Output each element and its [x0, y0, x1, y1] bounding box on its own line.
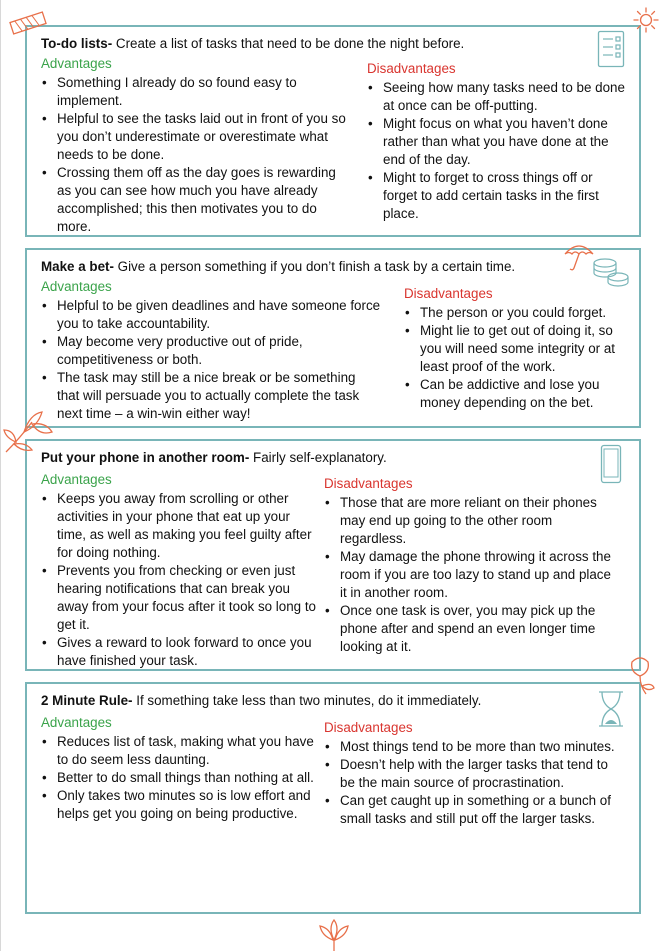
disadvantage-item: • Can get caught up in something or a bunch of small tasks and still put off the larger tasks. — [324, 792, 616, 828]
disadvantages-column — [404, 285, 629, 412]
disadvantage-item: • Doesn’t help with the larger tasks that tend to be the main source of procrastination. — [324, 756, 616, 792]
section-title — [41, 35, 464, 52]
section-title-bold: 2 Minute Rule- — [41, 693, 133, 708]
disadvantage-item: • Those that are more reliant on their phones may end up going to the other room regardless. — [324, 494, 616, 548]
section-two-minute-rule — [25, 682, 641, 914]
advantage-item: • Reduces list of task, making what you have to do seem less daunting. — [41, 733, 316, 769]
advantage-item: • The task may still be a nice break or be something that will persuade you to actually complete the task next time – a win-win either way! — [41, 369, 381, 423]
advantage-item: • Helpful to be given deadlines and have someone force you to take accountability. — [41, 297, 381, 333]
disadvantages-column — [367, 60, 627, 223]
advantage-item: • Crossing them off as the day goes is rewarding as you can see how much you have already accomplished; this then motivates you to do more. — [41, 164, 346, 236]
disadvantages-list — [324, 738, 616, 828]
section-subtitle: Fairly self-explanatory. — [249, 450, 387, 465]
lotus-icon — [318, 918, 350, 951]
tulip-icon — [624, 656, 656, 696]
disadvantage-item: • Might to forget to cross things off or forget to add certain tasks in the first place. — [367, 169, 627, 223]
disadvantage-item: • Seeing how many tasks need to be done at once can be off-putting. — [367, 79, 627, 115]
section-subtitle: If something take less than two minutes, do it immediately. — [132, 693, 482, 708]
advantage-item: • May become very productive out of pride, competitiveness or both. — [41, 333, 381, 369]
disadvantage-item: • Most things tend to be more than two minutes. — [324, 738, 616, 756]
disadvantages-heading: Disadvantages — [324, 720, 413, 735]
advantages-heading: Advantages — [41, 279, 112, 294]
advantage-item: • Prevents you from checking or even just hearing notifications that can break you away from your focus after it took so long to get it. — [41, 562, 316, 634]
disadvantage-item: • Might lie to get out of doing it, so you will need some integrity or at least proof of the work. — [404, 322, 629, 376]
advantages-heading: Advantages — [41, 715, 112, 730]
coins-icon — [591, 256, 631, 290]
disadvantage-item: • Once one task is over, you may pick up the phone after and spend an even longer time looking at it. — [324, 602, 616, 656]
checklist-icon — [597, 30, 625, 68]
advantages-column — [41, 55, 346, 236]
advantages-list — [41, 490, 316, 670]
sun-icon — [632, 6, 660, 34]
hourglass-icon — [597, 690, 625, 728]
section-title-bold: To-do lists- — [41, 36, 113, 51]
disadvantage-item: • The person or you could forget. — [404, 304, 629, 322]
page-edge — [0, 0, 1, 951]
advantages-heading: Advantages — [41, 56, 112, 71]
section-phone-another-room — [25, 439, 641, 671]
advantages-column — [41, 714, 316, 823]
flower-branch-icon — [2, 408, 56, 456]
tape-icon — [8, 10, 48, 36]
section-todo-lists — [25, 25, 641, 237]
advantages-column — [41, 471, 316, 670]
advantage-item: • Something I already do so found easy to implement. — [41, 74, 346, 110]
disadvantages-list — [404, 304, 629, 412]
disadvantage-item: • May damage the phone throwing it across the room if you are too lazy to stand up and place it in another room. — [324, 548, 616, 602]
disadvantages-column — [324, 475, 616, 656]
disadvantages-list — [324, 494, 616, 656]
phone-icon — [600, 444, 622, 484]
disadvantage-item: • Might focus on what you haven’t done rather than what you have done at the end of the day. — [367, 115, 627, 169]
section-title — [41, 258, 515, 275]
advantage-item: • Keeps you away from scrolling or other activities in your phone that eat up your time, as well as making you feel guilty after for doing nothing. — [41, 490, 316, 562]
section-title-bold: Put your phone in another room- — [41, 450, 250, 465]
advantages-heading: Advantages — [41, 472, 112, 487]
section-subtitle: Give a person something if you don’t finish a task by a certain time. — [113, 259, 516, 274]
advantages-list — [41, 74, 346, 236]
section-title — [41, 692, 481, 709]
section-make-a-bet — [25, 248, 641, 428]
disadvantages-list — [367, 79, 627, 223]
disadvantages-heading: Disadvantages — [367, 61, 456, 76]
advantage-item: • Only takes two minutes so is low effort and helps get you going on being productive. — [41, 787, 316, 823]
section-subtitle: Create a list of tasks that need to be done the night before. — [112, 36, 465, 51]
disadvantages-heading: Disadvantages — [324, 476, 413, 491]
section-title-bold: Make a bet- — [41, 259, 114, 274]
advantages-list — [41, 297, 381, 423]
disadvantages-column — [324, 719, 616, 828]
disadvantages-heading: Disadvantages — [404, 286, 493, 301]
advantages-list — [41, 733, 316, 823]
advantage-item: • Better to do small things than nothing at all. — [41, 769, 316, 787]
section-title — [41, 449, 387, 466]
advantage-item: • Helpful to see the tasks laid out in front of you so you don’t underestimate or overestimate what needs to be done. — [41, 110, 346, 164]
disadvantage-item: • Can be addictive and lose you money depending on the bet. — [404, 376, 629, 412]
advantage-item: • Gives a reward to look forward to once you have finished your task. — [41, 634, 316, 670]
advantages-column — [41, 278, 381, 423]
